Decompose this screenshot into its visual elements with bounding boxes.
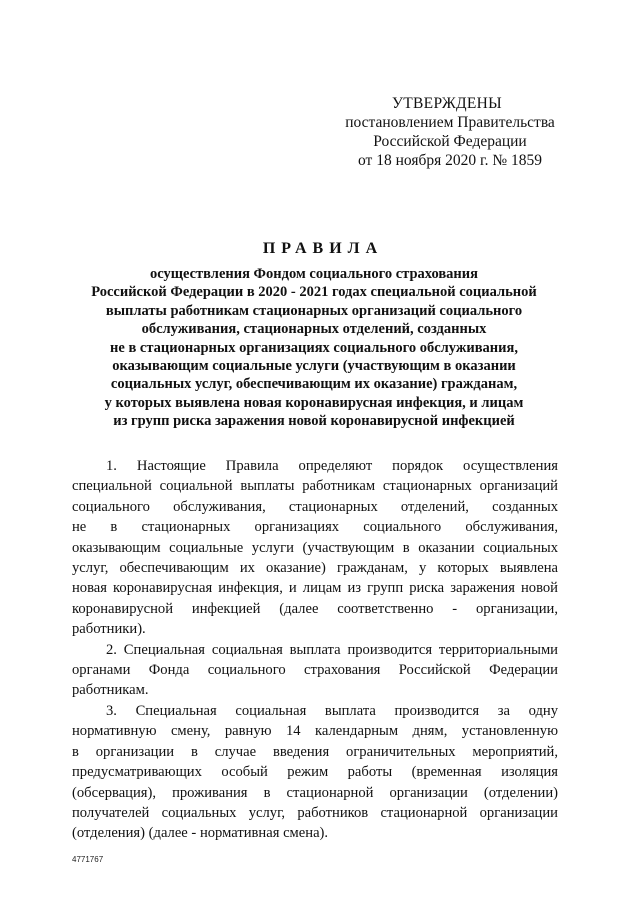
subtitle-line: социальных услуг, обеспечивающим их оказание) гражданам, — [110, 376, 518, 393]
paragraph-line: 1. Настоящие Правила определяют порядок осуществления — [106, 458, 558, 474]
paragraph-line: нормативную смену, равную 14 календарным дням, установленную — [72, 723, 558, 740]
paragraph-line: работники). — [72, 621, 146, 638]
paragraph-line: новая коронавирусная инфекция, и лицам из групп риска заражения новой — [72, 580, 558, 597]
paragraph-line: оказывающим социальные услуги (участвующим в оказании социальных — [72, 539, 558, 556]
approval-block — [330, 94, 570, 170]
subtitle-line: не в стационарных организациях социального обслуживания, — [110, 339, 518, 356]
subtitle-line: из групп риска заражения новой коронавирусной инфекцией — [113, 413, 515, 430]
document-number: 4771767 — [72, 855, 104, 864]
paragraph-1 — [72, 456, 558, 640]
paragraph-line: работникам. — [72, 682, 149, 699]
approval-line: постановлением Правительства — [345, 114, 555, 131]
paragraph-line: 2. Специальная социальная выплата производится территориальными — [106, 641, 558, 658]
approval-line: от 18 ноября 2020 г. № 1859 — [358, 152, 542, 169]
paragraph-line: органами Фонда социального страхования Российской Федерации — [72, 662, 558, 679]
subtitle-line: выплаты работникам стационарных организаций социального — [105, 302, 523, 319]
paragraph-line: в организации в случае введения ограничительных мероприятий, — [72, 743, 558, 760]
subtitle-line: у которых выявлена новая коронавирусная инфекция, и лицам — [104, 394, 524, 411]
paragraph-line: услуг, обеспечивающим их оказание) гражданам, у которых выявлена — [72, 560, 558, 577]
paragraph-2 — [72, 640, 558, 701]
paragraph-line: коронавирусной инфекцией (далее соответственно - организации, — [72, 600, 558, 617]
paragraph-line: 3. Специальная социальная выплата производится за одну — [106, 702, 558, 719]
paragraph-line: предусматривающих особый режим работы (временная изоляция — [72, 764, 558, 781]
paragraph-line: (обсервация), проживания в стационарной организации (отделении) — [72, 784, 558, 801]
subtitle-line: обслуживания, стационарных отделений, созданных — [141, 321, 487, 338]
document-body — [72, 456, 558, 844]
subtitle-line: оказывающим социальные услуги (участвующим в оказании — [112, 358, 516, 375]
document-subtitle — [70, 265, 558, 431]
approval-line: Российской Федерации — [373, 133, 527, 150]
paragraph-line: специальной социальной выплаты работникам стационарных организаций — [72, 478, 558, 495]
subtitle-line: осуществления Фондом социального страхования — [150, 266, 478, 282]
paragraph-line: (отделения) (далее - нормативная смена). — [72, 825, 329, 842]
approval-heading: УТВЕРЖДЕНЫ — [392, 95, 502, 112]
subtitle-line: Российской Федерации в 2020 - 2021 годах специальной социальной — [91, 284, 537, 301]
paragraph-line: социального обслуживания, стационарных отделений, созданных — [72, 498, 558, 515]
document-title: ПРАВИЛА — [262, 240, 384, 257]
paragraph-line: не в стационарных организациях социального обслуживания, — [72, 519, 558, 536]
paragraph-line: получателей социальных услуг, работников стационарной организации — [72, 804, 558, 821]
paragraph-3 — [72, 701, 558, 844]
